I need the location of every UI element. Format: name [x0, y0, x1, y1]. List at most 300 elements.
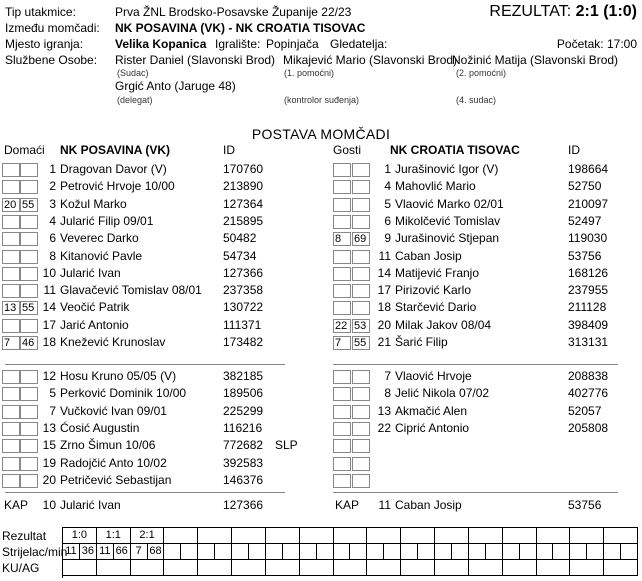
player-row — [2, 335, 311, 352]
player-shirt-number: 19 — [42, 455, 56, 470]
sub-number-box — [333, 474, 351, 488]
kuag-cell — [198, 560, 232, 576]
player-name: Kitanović Pavle — [60, 248, 143, 263]
player-shirt-number: 12 — [42, 369, 56, 383]
scorer-number-cell: 11 — [97, 544, 114, 560]
result-cell — [435, 528, 469, 544]
player-shirt-number: 13 — [42, 420, 56, 435]
kuag-cell — [97, 560, 131, 576]
kuag-cell — [537, 560, 571, 576]
pitch-value: Popinjača — [266, 37, 319, 51]
result-cell — [401, 528, 435, 544]
player-id: 237358 — [223, 283, 264, 298]
player-name: Radojčić Anto 10/02 — [60, 455, 167, 470]
scorer-minute-cell: 68 — [148, 544, 165, 560]
sub-number-box — [333, 250, 351, 264]
sub-minute-box — [352, 198, 370, 212]
home-side-label: Domaći — [4, 143, 45, 157]
home-team-panel — [2, 143, 311, 523]
scorer-minute-cell — [418, 544, 435, 560]
player-row — [333, 197, 642, 214]
player-id: 382185 — [223, 369, 264, 383]
scorer-minute-cell — [452, 544, 469, 560]
player-row — [2, 404, 311, 421]
scorer-number-cell: 11 — [63, 544, 80, 560]
home-captain-id: 127366 — [223, 498, 264, 512]
player-id: 215895 — [223, 213, 264, 228]
kuag-cell — [401, 560, 435, 576]
kuag-cell — [63, 560, 97, 576]
role-assistant2: (2. pomoćni) — [456, 68, 507, 78]
player-row — [333, 421, 642, 438]
kuag-cell — [131, 560, 165, 576]
sub-number-box — [333, 301, 351, 315]
sub-minute-box: 55 — [20, 301, 38, 315]
scorer-minute-cell — [181, 544, 198, 560]
away-side-label: Gosti — [333, 143, 362, 157]
sub-number-box: 7 — [333, 336, 351, 350]
player-id: 146376 — [223, 472, 264, 487]
result-cell — [537, 528, 571, 544]
sub-number-box — [333, 267, 351, 281]
match-type-value: Prva ŽNL Brodsko-Posavske Županije 22/23 — [115, 5, 352, 19]
player-name: Jelić Nikola 07/02 — [395, 386, 490, 401]
player-shirt-number: 8 — [49, 248, 56, 263]
sub-number-box — [2, 474, 20, 488]
away-captain-number: 11 — [378, 498, 391, 512]
scorer-minute-cell — [486, 544, 503, 560]
player-shirt-number: 18 — [377, 300, 391, 315]
player-id: 198664 — [568, 162, 609, 176]
player-row — [2, 473, 311, 490]
player-name: Kožul Marko — [60, 196, 127, 211]
sub-number-box — [333, 198, 351, 212]
player-shirt-number: 9 — [384, 231, 391, 246]
result-cell — [266, 528, 300, 544]
player-row — [2, 318, 311, 335]
sub-minute-box: 46 — [20, 336, 38, 350]
player-row — [333, 249, 642, 266]
result-cell — [198, 528, 232, 544]
scorer-number-cell — [570, 544, 587, 560]
player-row — [333, 473, 642, 490]
sub-number-box: 22 — [333, 319, 351, 333]
result-cell — [334, 528, 368, 544]
player-name: Starčević Dario — [395, 300, 477, 315]
sub-minute-box — [352, 439, 370, 453]
player-name: Knežević Krunoslav — [60, 335, 166, 349]
scorer-number-cell — [435, 544, 452, 560]
sub-number-box — [333, 405, 351, 419]
result-cell — [367, 528, 401, 544]
player-shirt-number: 11 — [378, 248, 391, 263]
player-name: Jurašinović Stjepan — [395, 231, 500, 246]
player-shirt-number: 21 — [377, 335, 391, 349]
sub-minute-box: 69 — [352, 232, 370, 246]
player-row — [2, 300, 311, 317]
sub-minute-box — [352, 267, 370, 281]
home-subs-divider — [5, 364, 285, 365]
player-row — [333, 369, 642, 386]
scorer-number-cell — [367, 544, 384, 560]
player-shirt-number: 10 — [42, 265, 56, 280]
player-shirt-number: 2 — [49, 179, 56, 194]
venue-value: Velika Kopanica — [115, 37, 207, 51]
venue-label: Mjesto igranja: — [5, 37, 84, 51]
player-id: 127366 — [223, 265, 264, 280]
scorer-minute-cell — [283, 544, 300, 560]
player-id: 111371 — [223, 317, 262, 332]
sub-number-box — [333, 422, 351, 436]
result-cell — [164, 528, 198, 544]
player-shirt-number: 14 — [42, 300, 56, 315]
player-shirt-number: 4 — [384, 179, 391, 194]
sub-minute-box — [352, 180, 370, 194]
sub-number-box — [2, 457, 20, 471]
player-shirt-number: 20 — [377, 317, 391, 332]
away-id-column-header: ID — [568, 143, 580, 157]
scorer-number-cell — [266, 544, 283, 560]
official-assistant2: Nožinić Matija (Slavonski Brod) — [452, 53, 619, 67]
player-row — [2, 456, 311, 473]
result-table — [62, 527, 638, 578]
lineup-section-title: POSTAVA MOMČADI — [251, 126, 391, 142]
sub-minute-box — [352, 422, 370, 436]
player-id: 225299 — [223, 403, 264, 418]
result-cell: 2:1 — [131, 528, 165, 544]
player-shirt-number: 20 — [42, 472, 56, 487]
sub-number-box — [2, 180, 20, 194]
player-name: Jularić Filip 09/01 — [60, 213, 154, 228]
player-row — [2, 266, 311, 283]
player-name: Jarić Antonio — [60, 317, 129, 332]
role-delegate: (delegat) — [117, 95, 153, 105]
result-cell: 1:0 — [63, 528, 97, 544]
match-type-label: Tip utakmice: — [5, 5, 76, 19]
sub-number-box: 20 — [2, 198, 20, 212]
player-name: Glavačević Tomislav 08/01 — [60, 283, 202, 298]
sub-number-box — [2, 232, 20, 246]
player-id: 119030 — [568, 231, 608, 246]
player-row — [2, 249, 311, 266]
player-shirt-number: 11 — [43, 283, 56, 298]
home-team-name: NK POSAVINA (VK) — [60, 143, 171, 157]
home-captain-number: 10 — [42, 498, 56, 512]
kickoff-value: 17:00 — [606, 37, 637, 51]
kuag-cell — [570, 560, 604, 576]
scorer-minute-cell — [384, 544, 401, 560]
scorer-number-cell — [401, 544, 418, 560]
player-shirt-number: 17 — [377, 283, 391, 298]
scorer-number-cell — [537, 544, 554, 560]
sub-number-box — [333, 163, 351, 177]
kuag-cell — [300, 560, 334, 576]
player-name: Jularić Ivan — [60, 265, 121, 280]
sub-number-box — [333, 370, 351, 384]
player-shirt-number: 5 — [49, 386, 56, 401]
home-captain-label: KAP — [4, 498, 29, 512]
player-id: 205808 — [568, 420, 609, 435]
kuag-cell — [266, 560, 300, 576]
player-shirt-number: 5 — [384, 196, 391, 211]
player-id: 398409 — [568, 317, 609, 332]
sub-minute-box — [352, 250, 370, 264]
kuag-cell — [503, 560, 537, 576]
player-id: 127364 — [223, 196, 264, 211]
scorer-minute-cell — [350, 544, 367, 560]
scorer-number-cell: 7 — [131, 544, 148, 560]
kuag-cell — [367, 560, 401, 576]
player-row — [2, 162, 311, 179]
kuag-row-label: KU/AG — [2, 561, 40, 575]
role-referee: (Sudac) — [117, 68, 149, 78]
player-name: Vlaović Hrvoje — [395, 369, 472, 383]
scorer-number-cell — [198, 544, 215, 560]
player-id: 237955 — [568, 283, 609, 298]
player-shirt-number: 6 — [49, 231, 56, 246]
player-shirt-number: 14 — [377, 265, 391, 280]
kickoff-label: Početak: — [556, 37, 604, 51]
player-id: 392583 — [223, 455, 264, 470]
player-row — [333, 179, 642, 196]
player-shirt-number: 3 — [49, 196, 56, 211]
home-team-header — [2, 143, 311, 160]
player-name: Mikolčević Tomislav — [395, 213, 501, 228]
sub-minute-box: 55 — [20, 198, 38, 212]
player-id: 50482 — [223, 231, 257, 246]
player-id: 52750 — [568, 179, 602, 194]
player-shirt-number: 7 — [49, 403, 56, 418]
player-name: Mahovlić Mario — [395, 179, 476, 194]
player-row — [333, 214, 642, 231]
sub-minute-box — [352, 301, 370, 315]
player-row — [333, 231, 642, 248]
home-captain-name: Jularić Ivan — [60, 498, 121, 512]
player-row — [2, 231, 311, 248]
player-row — [333, 300, 642, 317]
result-row-label: Rezultat — [2, 529, 47, 543]
result-value: 2:1 (1:0) — [575, 3, 637, 20]
player-id: 213890 — [223, 179, 264, 194]
player-id: 210097 — [568, 196, 609, 211]
player-name: Ciprić Antonio — [395, 420, 470, 435]
scorer-minute-cell — [621, 544, 638, 560]
player-row — [333, 404, 642, 421]
player-row — [2, 214, 311, 231]
player-shirt-number: 1 — [49, 162, 56, 176]
home-id-column-header: ID — [223, 143, 235, 157]
scorer-number-cell — [604, 544, 621, 560]
player-row — [333, 456, 642, 473]
official-assistant1: Mikajević Mario (Slavonski Brod) — [283, 53, 458, 67]
official-delegate: Grgić Anto (Jaruge 48) — [115, 79, 236, 93]
sub-number-box — [2, 439, 20, 453]
player-id: 130722 — [223, 300, 264, 315]
kuag-cell — [604, 560, 638, 576]
scorer-minute-cell: 66 — [114, 544, 131, 560]
player-shirt-number: 4 — [49, 213, 56, 228]
player-shirt-number: 15 — [42, 438, 56, 453]
kuag-cell — [164, 560, 198, 576]
official-referee: Rister Daniel (Slavonski Brod) — [115, 53, 276, 67]
player-row — [2, 386, 311, 403]
player-id: 54734 — [223, 248, 257, 263]
result-header — [489, 3, 637, 21]
player-shirt-number: 13 — [377, 403, 391, 418]
officials-label: Službene Osobe: — [5, 53, 98, 67]
sub-number-box — [2, 215, 20, 229]
player-id: 189506 — [223, 386, 264, 401]
player-row — [2, 438, 311, 455]
player-shirt-number: 1 — [384, 162, 391, 176]
sub-minute-box — [352, 284, 370, 298]
player-name: Zrno Šimun 10/06 — [60, 438, 156, 453]
away-subs-divider — [333, 364, 618, 365]
player-id: 211128 — [568, 300, 607, 315]
result-cell: 1:1 — [97, 528, 131, 544]
sub-number-box: 13 — [2, 301, 20, 315]
scorer-minute-cell — [317, 544, 334, 560]
player-shirt-number: 8 — [384, 386, 391, 401]
sub-number-box — [2, 422, 20, 436]
sub-number-box: 7 — [2, 336, 20, 350]
sub-number-box — [333, 284, 351, 298]
player-name: Caban Josip — [395, 248, 462, 263]
player-shirt-number: 22 — [377, 420, 391, 435]
player-shirt-number: 6 — [384, 213, 391, 228]
player-name: Perković Dominik 10/00 — [60, 386, 187, 401]
kuag-cell — [435, 560, 469, 576]
scorer-minute-cell — [215, 544, 232, 560]
sub-minute-box — [352, 215, 370, 229]
player-extra-flag: SLP — [275, 438, 298, 453]
player-id: 173482 — [223, 335, 264, 349]
sub-number-box — [2, 250, 20, 264]
sub-number-box — [2, 387, 20, 401]
player-row — [2, 179, 311, 196]
scorer-number-cell — [232, 544, 249, 560]
player-row — [2, 421, 311, 438]
player-name: Veverec Darko — [60, 231, 139, 246]
player-name: Šarić Filip — [395, 335, 448, 349]
player-id: 402776 — [568, 386, 609, 401]
result-label: REZULTAT: — [489, 3, 572, 20]
scorer-minute-cell — [587, 544, 604, 560]
player-row — [333, 283, 642, 300]
sub-minute-box — [352, 163, 370, 177]
sub-number-box — [333, 439, 351, 453]
scorer-number-cell — [334, 544, 351, 560]
scorer-row-label: Strijelac/min — [2, 545, 68, 559]
player-name: Akmačić Alen — [395, 403, 468, 418]
teams-label: Između momčadi: — [5, 21, 100, 35]
player-id: 313131 — [568, 335, 609, 349]
away-captain-row — [333, 498, 642, 515]
sub-number-box — [2, 163, 20, 177]
player-row — [333, 266, 642, 283]
player-id: 168126 — [568, 265, 609, 280]
away-captain-name: Caban Josip — [395, 498, 462, 512]
scorer-number-cell — [469, 544, 486, 560]
player-row — [333, 162, 642, 179]
kuag-cell — [334, 560, 368, 576]
player-row — [333, 438, 642, 455]
player-shirt-number: 17 — [42, 317, 56, 332]
player-name: Petrović Hrvoje 10/00 — [60, 179, 175, 194]
player-id: 116216 — [223, 420, 263, 435]
result-cell — [503, 528, 537, 544]
sub-number-box — [333, 387, 351, 401]
role-assistant1: (1. pomoćni) — [284, 68, 335, 78]
result-cell — [570, 528, 604, 544]
player-name: Veočić Patrik — [60, 300, 130, 315]
result-cell — [604, 528, 638, 544]
player-row — [2, 369, 311, 386]
kuag-cell — [469, 560, 503, 576]
role-fourth-official: (4. sudac) — [456, 95, 497, 105]
player-name: Vučković Ivan 09/01 — [60, 403, 167, 418]
sub-number-box — [2, 370, 20, 384]
home-captain-divider — [5, 492, 285, 493]
away-captain-id: 53756 — [568, 498, 602, 512]
away-team-panel — [333, 143, 642, 523]
player-name: Hosu Kruno 05/05 (V) — [60, 369, 177, 383]
player-name: Vlaović Marko 02/01 — [395, 196, 504, 211]
player-name: Milak Jakov 08/04 — [395, 317, 492, 332]
kickoff — [557, 37, 637, 51]
result-cell — [232, 528, 266, 544]
player-id: 52497 — [568, 213, 602, 228]
player-shirt-number: 18 — [42, 335, 56, 349]
sub-number-box — [2, 284, 20, 298]
scorer-minute-cell: 36 — [80, 544, 97, 560]
sub-minute-box — [352, 474, 370, 488]
sub-number-box — [2, 405, 20, 419]
result-cell — [469, 528, 503, 544]
player-row — [333, 318, 642, 335]
player-name: Dragovan Davor (V) — [60, 162, 167, 176]
scorer-minute-cell — [520, 544, 537, 560]
player-name: Ćosić Augustin — [60, 420, 140, 435]
sub-minute-box: 55 — [352, 336, 370, 350]
player-row — [333, 335, 642, 352]
away-captain-divider — [333, 492, 618, 493]
player-shirt-number: 7 — [384, 369, 391, 383]
result-cell — [300, 528, 334, 544]
away-team-header — [333, 143, 642, 160]
player-row — [333, 386, 642, 403]
sub-minute-box — [352, 457, 370, 471]
sub-minute-box: 53 — [352, 319, 370, 333]
scorer-minute-cell — [553, 544, 570, 560]
away-team-name: NK CROATIA TISOVAC — [390, 143, 520, 157]
scorer-number-cell — [503, 544, 520, 560]
player-id: 52057 — [568, 403, 602, 418]
home-captain-row — [2, 498, 311, 515]
sub-minute-box — [352, 370, 370, 384]
spectators-label: Gledatelja: — [330, 37, 388, 51]
role-controller: (kontrolor suđenja) — [284, 95, 360, 105]
scorer-minute-cell — [249, 544, 266, 560]
sub-number-box — [2, 267, 20, 281]
sub-number-box — [2, 319, 20, 333]
player-id: 53756 — [568, 248, 602, 263]
player-name: Matijević Franjo — [395, 265, 480, 280]
sub-minute-box — [352, 387, 370, 401]
sub-number-box — [333, 215, 351, 229]
scorer-number-cell — [164, 544, 181, 560]
sub-number-box — [333, 180, 351, 194]
